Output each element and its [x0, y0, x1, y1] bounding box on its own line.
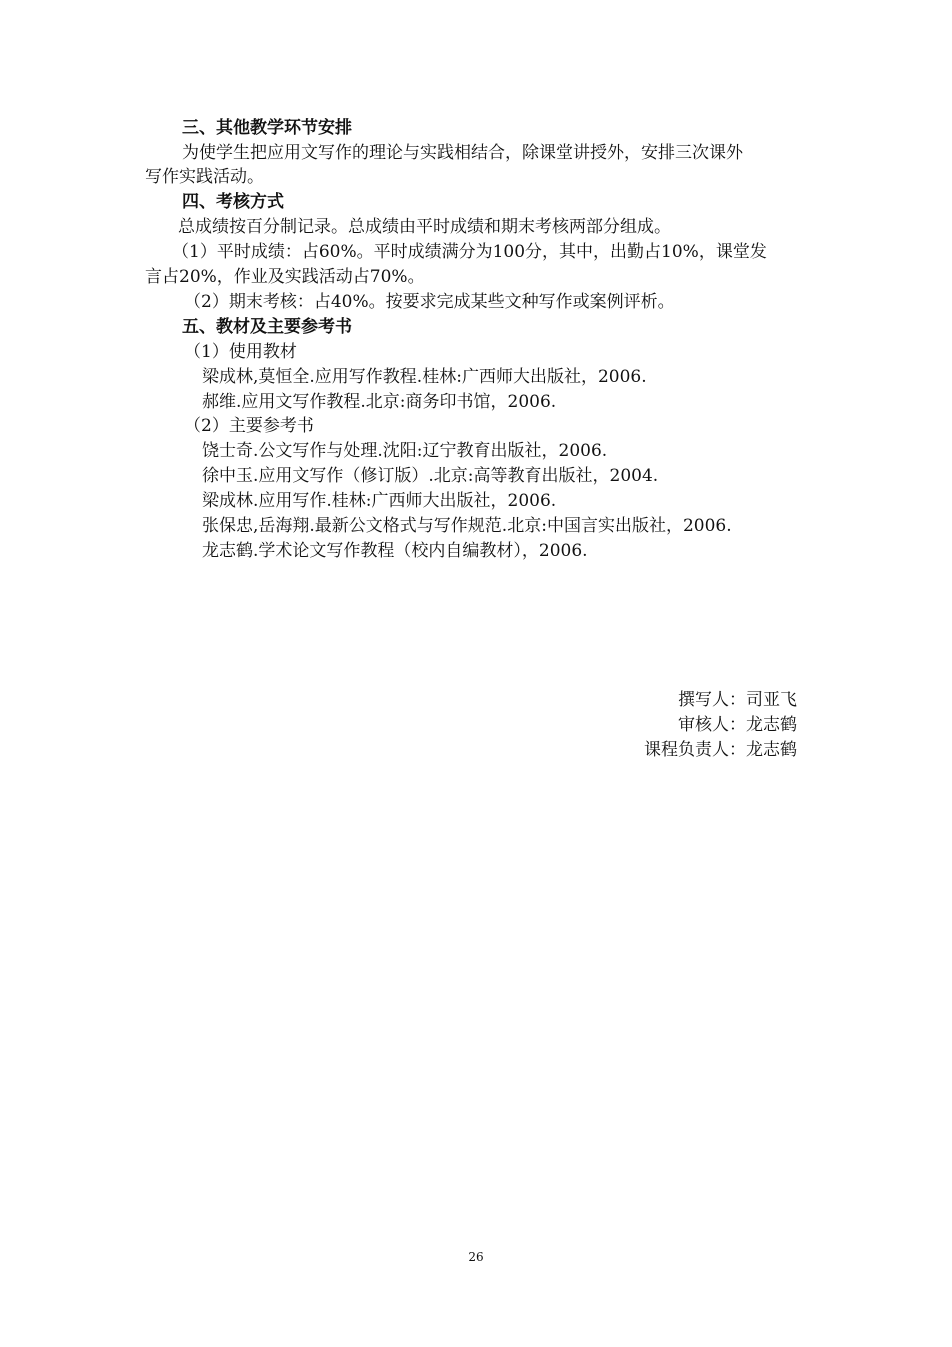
- reference-item: 梁成林.应用写作.桂林:广西师大出版社，2006.: [202, 491, 557, 511]
- section-4-paragraph-1: 总成绩按百分制记录。总成绩由平时成绩和期末考核两部分组成。: [178, 217, 671, 237]
- signature-writer: 撰写人：司亚飞: [678, 690, 797, 710]
- textbook-item: 梁成林,莫恒全.应用写作教程.桂林:广西师大出版社，2006.: [202, 367, 647, 387]
- section-4-paragraph-2-line-2: 言占20%，作业及实践活动占70%。: [145, 267, 425, 287]
- textbooks-subheading: （1）使用教材: [184, 342, 297, 362]
- page-number: 26: [468, 1250, 484, 1264]
- section-3-paragraph-line-2: 写作实践活动。: [145, 167, 264, 187]
- section-4-heading: 四、考核方式: [182, 192, 284, 212]
- section-4-paragraph-3: （2）期末考核：占40%。按要求完成某些文种写作或案例评析。: [184, 292, 675, 312]
- textbook-item: 郝维.应用文写作教程.北京:商务印书馆，2006.: [202, 392, 557, 412]
- reference-item: 饶士奇.公文写作与处理.沈阳:辽宁教育出版社，2006.: [202, 441, 608, 461]
- section-3-heading: 三、其他教学环节安排: [182, 118, 352, 138]
- section-4-paragraph-2-line-1: （1）平时成绩：占60%。平时成绩满分为100分，其中，出勤占10%，课堂发: [172, 242, 767, 262]
- signature-reviewer: 审核人：龙志鹤: [678, 715, 797, 735]
- reference-item: 龙志鹤.学术论文写作教程（校内自编教材），2006.: [202, 541, 588, 561]
- reference-item: 张保忠,岳海翔.最新公文格式与写作规范.北京:中国言实出版社，2006.: [202, 516, 732, 536]
- reference-item: 徐中玉.应用文写作（修订版）.北京:高等教育出版社，2004.: [202, 466, 659, 486]
- section-3-paragraph-line-1: 为使学生把应用文写作的理论与实践相结合，除课堂讲授外，安排三次课外: [182, 143, 743, 163]
- references-subheading: （2）主要参考书: [184, 416, 314, 436]
- signature-course-owner: 课程负责人：龙志鹤: [644, 740, 797, 760]
- section-5-heading: 五、教材及主要参考书: [182, 317, 352, 337]
